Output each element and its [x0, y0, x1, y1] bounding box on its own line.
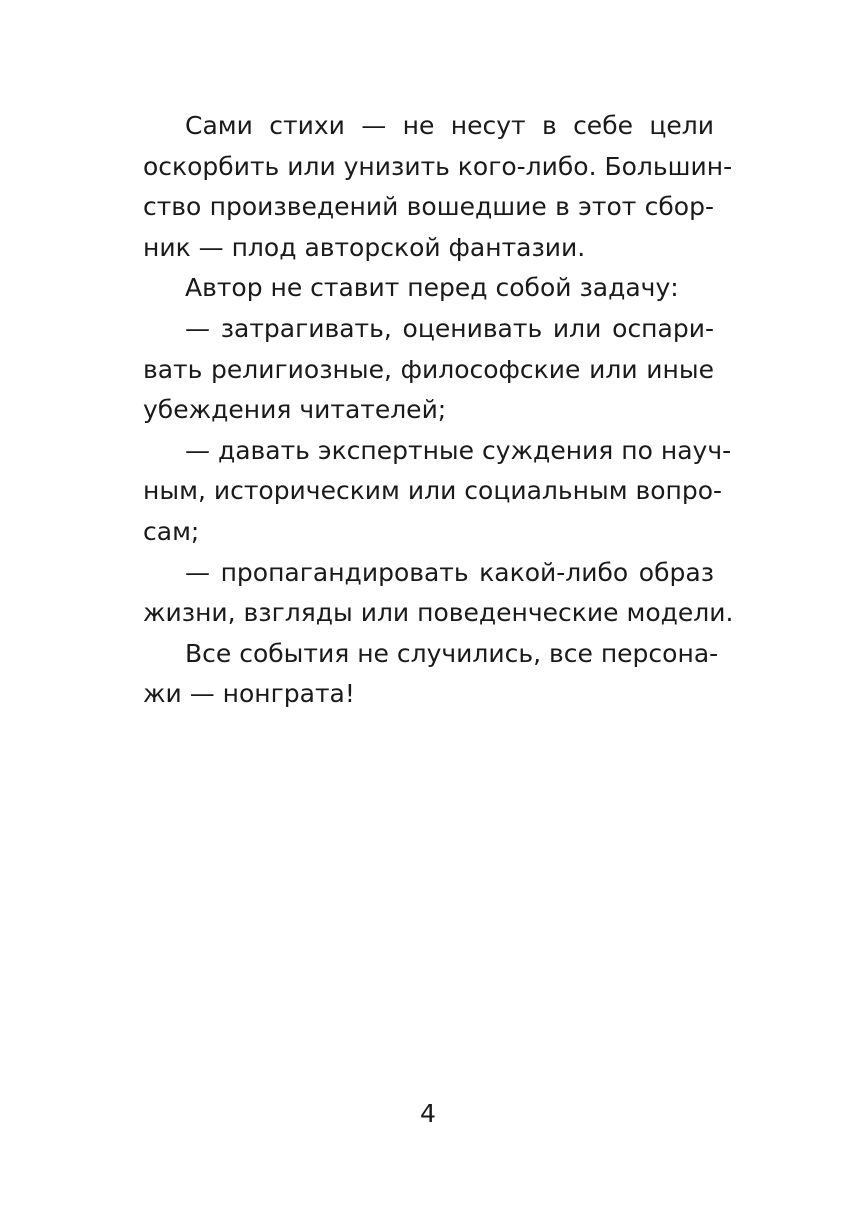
text-line: жи — нонграта!: [143, 679, 355, 709]
text-line: убеждения читателей;: [143, 395, 447, 425]
text-line: сам;: [143, 516, 200, 546]
text-line: ник — плод авторской фантазии.: [143, 232, 586, 262]
text-line: — затрагивать, оценивать или оспари-: [185, 313, 714, 343]
page-body: [143, 106, 734, 715]
text-line: Сами стихи — не несут в себе цели: [185, 111, 714, 140]
text-line: — пропагандировать какой-либо образ: [185, 557, 714, 587]
text-line: вать религиозные, философские или иные: [143, 354, 714, 384]
text-line: оскорбить или унизить кого-либо. Большин-: [143, 151, 733, 181]
page-number: 4: [420, 1099, 436, 1128]
text-line: жизни, взгляды или поведенческие модели.: [143, 598, 734, 628]
text-line: ство произведений вошедшие в этот сбор-: [143, 192, 714, 222]
text-line: Автор не ставит перед собой задачу:: [185, 273, 679, 303]
text-line: ным, историческим или социальным вопро-: [143, 476, 723, 506]
text-line: — давать экспертные суждения по науч-: [185, 435, 732, 465]
text-line: Все события не случились, все персона-: [185, 638, 719, 668]
